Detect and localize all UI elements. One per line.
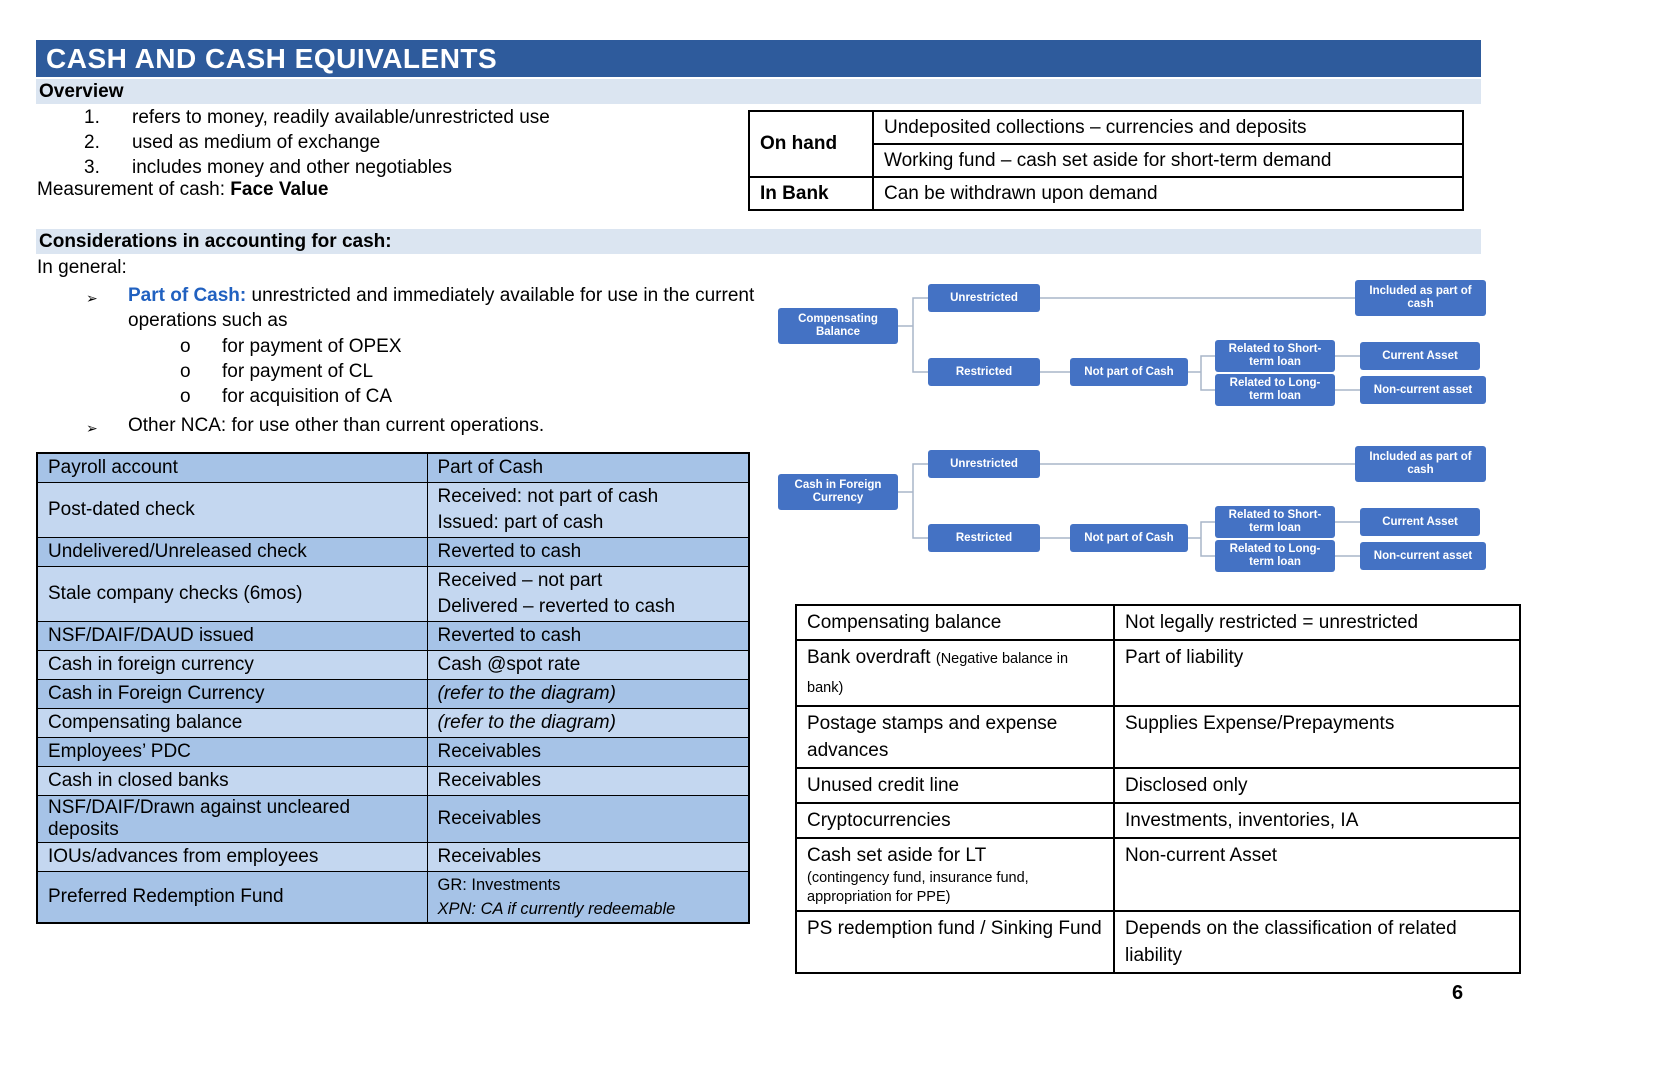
diagram-node-non-current-asset: Non-current asset [1360,542,1486,570]
diagram-node-unrestricted: Unrestricted [928,284,1040,312]
treatment-cell [427,567,749,622]
treatment-cell: Not legally restricted = unrestricted [1114,605,1520,640]
item-cell: Stale company checks (6mos) [37,567,427,622]
treatment-cell [427,538,749,567]
sub-bullet-text: for acquisition of CA [222,386,393,407]
item-cell: Payroll account [37,453,427,483]
diagram-node-not-part-of-cash: Not part of Cash [1070,524,1188,552]
treatment-line: Part of Cash [437,457,544,478]
diagram-node-included-in-cash: Included as part of cash [1355,280,1486,316]
sub-bullet-text: for payment of CL [222,361,374,382]
treatment-cell [427,709,749,738]
item-cell [796,768,1114,803]
other-nca-text: Other NCA: for use other than current operations. [128,415,545,436]
item-cell: NSF/DAIF/DAUD issued [37,622,427,651]
sub-bullet-item [180,334,756,359]
item-cell [796,640,1114,706]
arrow-bullet-icon: ➢ [86,290,98,306]
list-text: includes money and other negotiables [132,157,453,178]
item-note: (contingency fund, insurance fund, appropriation for PPE) [807,870,1029,905]
treatment-line: Receivables [437,846,541,867]
cash-treatment-table [36,452,750,924]
treatment-line: Cash @spot rate [437,654,581,675]
table-row [796,706,1520,768]
bullet-part-of-cash [86,283,756,333]
item-cell [796,838,1114,911]
classification-table [795,604,1521,974]
in-general-label: In general: [37,257,127,278]
flow-diagram-foreign-currency [778,444,1490,584]
list-item [84,130,550,155]
treatment-line: Delivered – reverted to cash [437,596,676,617]
in-bank-value: Can be withdrawn upon demand [873,177,1463,210]
item-text: Cryptocurrencies [807,810,951,831]
item-cell: Preferred Redemption Fund [37,872,427,924]
cash-location-table [748,110,1464,211]
treatment-cell [427,796,749,843]
diagram-node-short-term-loan: Related to Short-term loan [1215,340,1335,372]
measurement-value: Face Value [230,179,329,200]
page-number: 6 [1452,982,1464,1004]
item-text: Unused credit line [807,775,960,796]
treatment-cell [427,651,749,680]
treatment-line: GR: Investments [437,876,561,894]
item-cell: Employees’ PDC [37,738,427,767]
table-row [37,567,749,622]
table-row [37,483,749,538]
part-of-cash-text: unrestricted and immediately available for use in the current operations such as [128,285,755,331]
arrow-bullet-icon: ➢ [86,420,98,436]
list-text: refers to money, readily available/unrestricted use [132,107,550,128]
circle-bullet-icon: o [180,361,191,382]
table-row [37,738,749,767]
list-number: 1. [84,107,100,128]
treatment-cell [427,843,749,872]
treatment-cell: Disclosed only [1114,768,1520,803]
treatment-cell [427,622,749,651]
diagram-node-restricted: Restricted [928,358,1040,386]
diagram-node-restricted: Restricted [928,524,1040,552]
table-row [749,111,1463,144]
table-row [796,640,1520,706]
table-row [37,796,749,843]
list-item [84,155,550,180]
table-row [796,838,1520,911]
table-row [796,605,1520,640]
item-cell [796,706,1114,768]
table-row [37,538,749,567]
table-row [37,709,749,738]
item-cell: Cash in closed banks [37,767,427,796]
bullet-text [128,283,756,333]
treatment-cell [427,483,749,538]
treatment-cell: Part of liability [1114,640,1520,706]
treatment-line: Reverted to cash [437,625,582,646]
sub-bullet-item [180,359,756,384]
treatment-line: Received: not part of cash [437,486,659,507]
treatment-cell [427,680,749,709]
diagram-node-not-part-of-cash: Not part of Cash [1070,358,1188,386]
treatment-line: Reverted to cash [437,541,582,562]
list-item [84,105,550,130]
on-hand-value: Working fund – cash set aside for short-term demand [873,144,1463,177]
table-row [796,803,1520,838]
measurement-label: Measurement of cash: [37,179,225,200]
diagram-node-current-asset: Current Asset [1360,342,1480,370]
item-cell: IOUs/advances from employees [37,843,427,872]
item-text: Compensating balance [807,612,1002,633]
treatment-cell: Investments, inventories, IA [1114,803,1520,838]
treatment-line: XPN: CA if currently redeemable [437,900,676,918]
table-row [37,680,749,709]
circle-bullet-icon: o [180,386,191,407]
treatment-line: (refer to the diagram) [437,683,616,704]
item-cell [796,803,1114,838]
treatment-cell [427,767,749,796]
diagram-node-short-term-loan: Related to Short-term loan [1215,506,1335,538]
treatment-cell: Depends on the classification of related liability [1114,911,1520,973]
sub-bullet-list [180,334,756,409]
flow-diagram-compensating-balance [778,278,1490,418]
in-bank-label: In Bank [749,177,873,210]
diagram-node-non-current-asset: Non-current asset [1360,376,1486,404]
item-cell: Cash in foreign currency [37,651,427,680]
overview-list [84,105,550,180]
diagram-node-included-in-cash: Included as part of cash [1355,446,1486,482]
item-text: Bank overdraft [807,647,931,668]
table-row [37,651,749,680]
circle-bullet-icon: o [180,336,191,357]
treatment-line: Receivables [437,770,541,791]
diagram-node-unrestricted: Unrestricted [928,450,1040,478]
item-cell: Undelivered/Unreleased check [37,538,427,567]
overview-heading: Overview [36,79,1481,104]
table-row [37,453,749,483]
on-hand-label: On hand [749,111,873,177]
treatment-cell: Supplies Expense/Prepayments [1114,706,1520,768]
list-text: used as medium of exchange [132,132,381,153]
treatment-cell [427,738,749,767]
treatment-line: Receivables [437,808,541,829]
item-cell: Cash in Foreign Currency [37,680,427,709]
treatment-line: Issued: part of cash [437,512,604,533]
treatment-cell: Non-current Asset [1114,838,1520,911]
sub-bullet-text: for payment of OPEX [222,336,402,357]
sub-bullet-item [180,384,756,409]
item-note: (Negative balance in bank) [807,651,1069,696]
page-title: CASH AND CASH EQUIVALENTS [36,40,1481,77]
diagram-node-long-term-loan: Related to Long-term loan [1215,540,1335,572]
treatment-cell [427,453,749,483]
treatment-line: (refer to the diagram) [437,712,616,733]
on-hand-value: Undeposited collections – currencies and deposits [873,111,1463,144]
table-row [37,622,749,651]
list-number: 3. [84,157,100,178]
diagram-node-long-term-loan: Related to Long-term loan [1215,374,1335,406]
treatment-line: Receivables [437,741,541,762]
part-of-cash-label: Part of Cash: [128,285,247,306]
item-cell: Post-dated check [37,483,427,538]
treatment-line: Received – not part [437,570,603,591]
table-row [749,177,1463,210]
diagram-node-root: Compensating Balance [778,308,898,344]
diagram-node-root: Cash in Foreign Currency [778,474,898,510]
item-cell [796,605,1114,640]
considerations-bullets [86,283,756,441]
item-cell [796,911,1114,973]
list-number: 2. [84,132,100,153]
item-cell: NSF/DAIF/Drawn against uncleared deposits [37,796,427,843]
table-row [37,872,749,924]
measurement-line [37,179,329,201]
item-text: Postage stamps and expense advances [807,713,1058,761]
item-text: PS redemption fund / Sinking Fund [807,918,1102,939]
item-cell: Compensating balance [37,709,427,738]
diagram-node-current-asset: Current Asset [1360,508,1480,536]
table-row [37,843,749,872]
considerations-heading: Considerations in accounting for cash: [36,229,1481,254]
bullet-other-nca [86,413,756,441]
treatment-cell [427,872,749,924]
table-row [796,768,1520,803]
item-text: Cash set aside for LT [807,845,987,866]
table-row [796,911,1520,973]
table-row [37,767,749,796]
